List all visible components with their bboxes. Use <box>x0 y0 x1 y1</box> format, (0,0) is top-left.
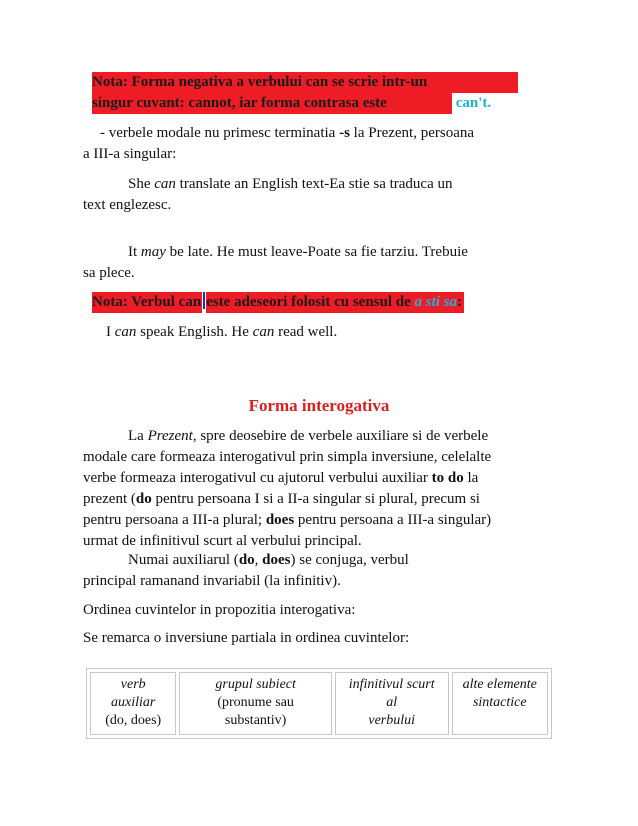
text-span: Prezent <box>147 428 193 444</box>
text-block: alte elemente <box>462 677 537 692</box>
text-span: pentru persoana a III-a plural; <box>83 512 266 528</box>
text-span: pentru persoana a III-a singular) <box>294 512 492 528</box>
note-negative <box>92 72 552 114</box>
text-span: text englezesc. <box>83 197 172 213</box>
text-span: I <box>106 324 115 340</box>
text-span: translate an English text-Ea stie sa traduca un <box>175 176 453 192</box>
text-span: sa plece. <box>83 265 135 281</box>
table-cell-other-elements <box>452 672 548 735</box>
example-may <box>83 242 543 284</box>
text-block: al <box>386 695 398 710</box>
note-negative-cant: can't. <box>455 95 492 111</box>
text-block: sintactice <box>472 695 527 710</box>
paragraph-modal-verbs <box>83 123 543 165</box>
text-span: does <box>265 512 295 528</box>
text-span: este adeseori folosit cu sensul de <box>206 294 415 310</box>
table-row <box>90 672 548 735</box>
text-span: a sti sa <box>414 294 458 310</box>
text-span: speak English. He <box>136 324 253 340</box>
text-block: grupul subiect <box>215 677 296 692</box>
text-span: She <box>128 176 155 192</box>
text-span: may <box>140 244 166 260</box>
text-span: La <box>128 428 148 444</box>
text-block: auxiliar <box>111 695 156 710</box>
line-partial-inversion: Se remarca o inversiune partiala in ordinea cuvintelor: <box>83 630 410 646</box>
text-span: modale care formeaza interogativul prin simpla inversiune, celelalte <box>83 449 492 465</box>
text-span: can <box>154 176 176 192</box>
line-word-order: Ordinea cuvintelor in propozitia interogativa: <box>83 602 356 618</box>
text-span: verbe formeaza interogativul cu ajutorul verbului auxiliar <box>83 470 432 486</box>
section-heading: Forma interogativa <box>248 396 390 415</box>
text-span: urmat de infinitivul scurt al verbului principal. <box>83 533 362 549</box>
text-block: (pronume sau <box>217 695 294 710</box>
text-span: , spre deosebire de verbele auxiliare si de verbele <box>192 428 489 444</box>
text-span: do <box>238 552 255 568</box>
text-span: a III-a singular: <box>83 146 177 162</box>
text-span: : <box>457 294 463 310</box>
text-span: Numai auxiliarul ( <box>128 552 239 568</box>
table-cell-infinitive <box>335 672 449 735</box>
paragraph-interrogative <box>83 426 553 552</box>
note-can-meaning-bc <box>206 292 464 313</box>
text-span: , <box>254 552 263 568</box>
text-block: verb <box>120 677 146 692</box>
text-span: prezent ( <box>83 491 136 507</box>
text-block: verbului <box>368 713 416 728</box>
text-span: -s <box>339 125 350 141</box>
table-cell-verb-auxiliary <box>90 672 176 735</box>
example-can <box>83 174 543 216</box>
text-span: do <box>135 491 152 507</box>
text-span: can <box>114 324 137 340</box>
text-span: ) se conjuga, verbul <box>290 552 409 568</box>
word-order-table <box>86 668 552 739</box>
text-span: pentru persoana I si a II-a singular si plural, precum si <box>151 491 480 507</box>
note-can-meaning <box>92 292 552 313</box>
note-negative-line1: Nota: Forma negativa a verbului can se scrie intr-un <box>92 72 518 93</box>
text-span: la <box>463 470 479 486</box>
text-span: It <box>128 244 141 260</box>
text-span: be late. He must leave-Poate sa fie tarziu. Trebuie <box>165 244 468 260</box>
text-block: infinitivul scurt <box>348 677 435 692</box>
text-cursor <box>203 292 205 309</box>
paragraph-auxiliary <box>83 550 543 592</box>
text-span: can <box>252 324 275 340</box>
text-span: read well. <box>274 324 338 340</box>
text-block: substantiv) <box>224 713 287 728</box>
text-span: - verbele modale nu primesc terminatia <box>100 125 340 141</box>
text-span: does <box>262 552 291 568</box>
note-can-meaning-a: Nota: Verbul can <box>92 292 202 313</box>
text-span: to do <box>431 470 464 486</box>
note-negative-line2: singur cuvant: cannot, iar forma contrasa este <box>92 93 452 114</box>
table-cell-subject-group <box>179 672 331 735</box>
text-span: principal ramanand invariabil (la infinitiv). <box>83 573 341 589</box>
text-block: (do, does) <box>105 713 162 728</box>
example-can-speak <box>106 322 566 343</box>
text-span: la Prezent, persoana <box>349 125 475 141</box>
